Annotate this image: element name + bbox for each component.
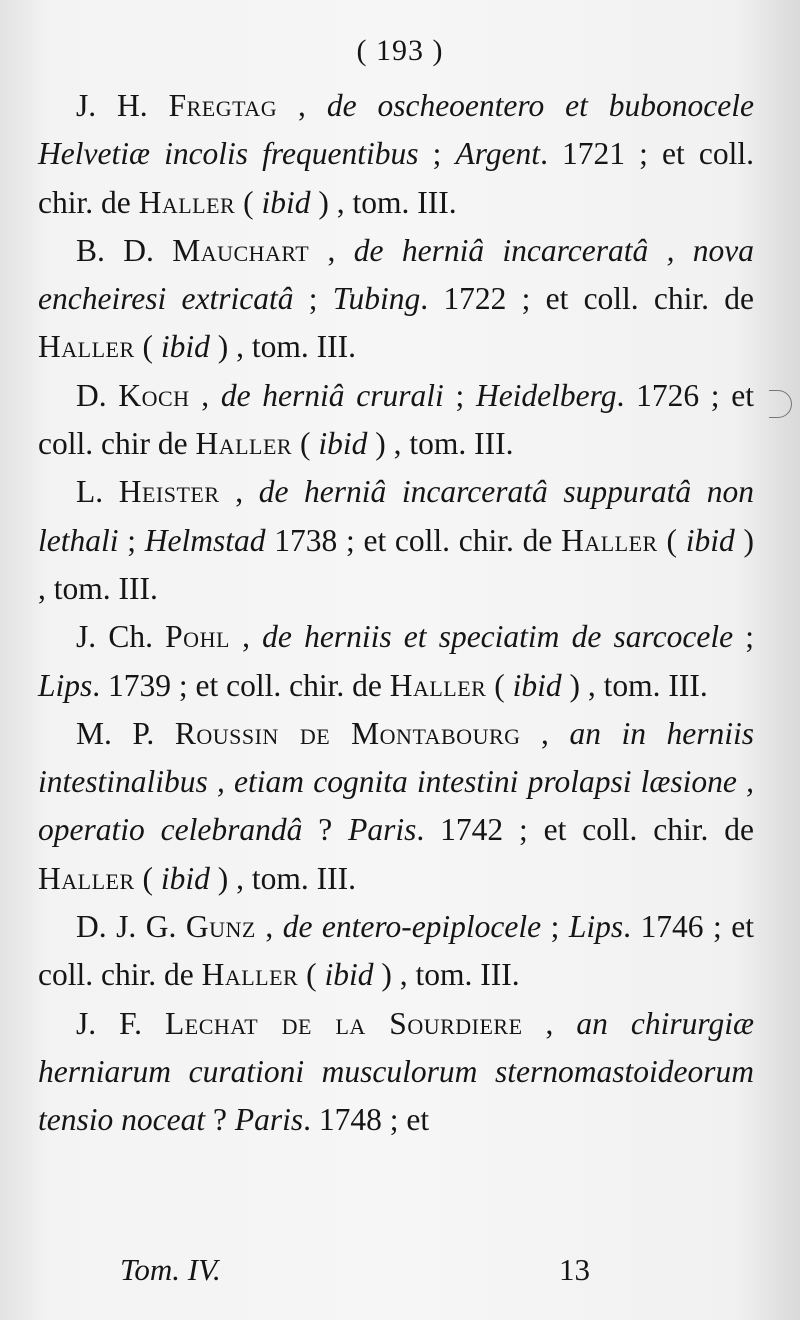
bibliography-entry: L. Heister , de herniâ incarceratâ suppuratâ non lethali ; Helmstad 1738 ; et coll. chir. de Haller ( ibid ) , tom. III.	[38, 474, 754, 606]
bibliography-entry: J. Ch. Pohl , de herniis et speciatim de sarcocele ; Lips. 1739 ; et coll. chir. de Haller ( ibid ) , tom. III.	[38, 619, 755, 703]
margin-bracket-mark	[769, 390, 792, 418]
bibliography-entry: D. Koch , de herniâ crurali ; Heidelberg. 1726 ; et coll. chir de Haller ( ibid ) , tom. III.	[38, 377, 754, 462]
bibliography-entry: D. J. G. Gunz , de entero-epiplocele ; Lips. 1746 ; et coll. chir. de Haller ( ibid ) , tom. III.	[38, 909, 754, 993]
volume-label: Tom. IV.	[120, 1252, 221, 1287]
signature-mark: 13	[559, 1252, 590, 1287]
bibliography-entry: J. H. Fregtag , de oscheoentero et bubonocele Helvetiæ incolis frequentibus ; Argent. 1721 ; et coll. chir. de Haller ( ibid ) , tom. III.	[38, 88, 755, 220]
bibliography-entry: M. P. Roussin de Montabourg , an in herniis intestinalibus , etiam cognita intestini prolapsi læsione , operatio celebrandâ ? Paris. 1742 ; et coll. chir. de Haller ( ibid ) , tom. III.	[38, 715, 755, 896]
page-footer	[120, 1252, 590, 1288]
bibliography-list	[38, 82, 754, 1145]
bibliography-entry: J. F. Lechat de la Sourdiere , an chirurgiæ herniarum curationi musculorum sternomastoideorum tensio noceat ? Paris. 1748 ; et	[38, 1005, 754, 1138]
bibliography-entry: B. D. Mauchart , de herniâ incarceratâ , nova encheiresi extricatâ ; Tubing. 1722 ; et coll. chir. de Haller ( ibid ) , tom. III.	[38, 232, 755, 365]
page-number: ( 193 )	[356, 34, 444, 67]
